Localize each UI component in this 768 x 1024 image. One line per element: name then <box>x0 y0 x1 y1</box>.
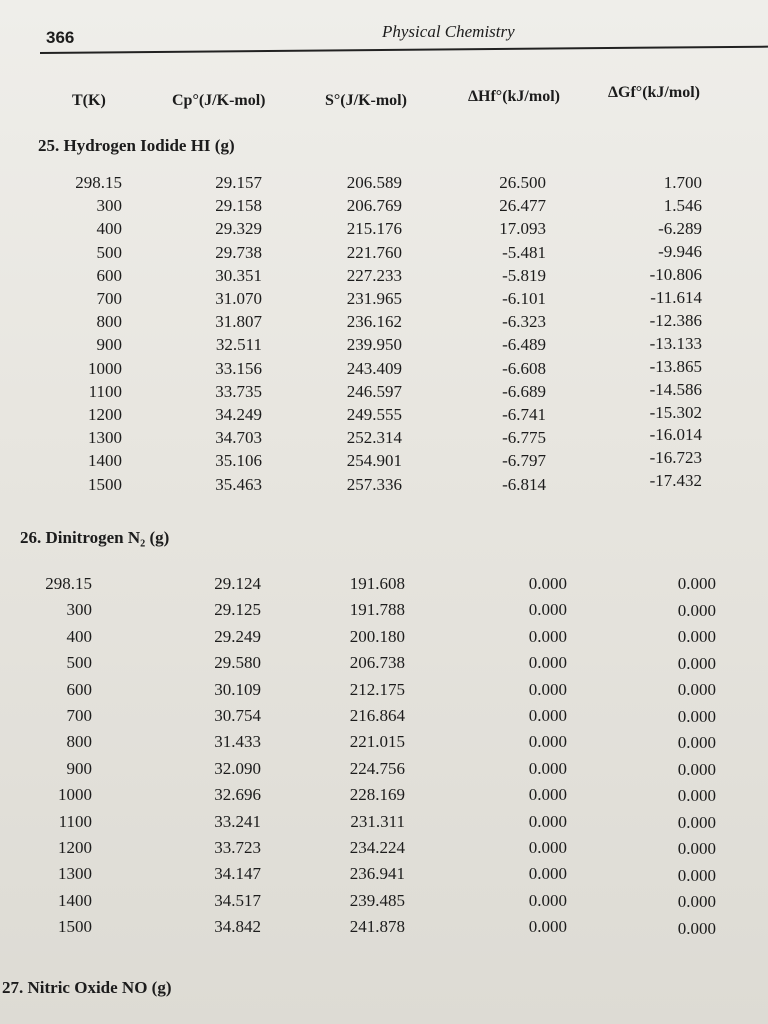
temperature-cell: 1500 <box>58 917 92 937</box>
temperature-cell: 400 <box>96 219 122 239</box>
heat-capacity-cell: 29.580 <box>214 653 261 673</box>
gibbs-cell: -16.723 <box>649 448 702 468</box>
heat-capacity-cell: 29.124 <box>214 574 261 593</box>
running-head: Physical Chemistry <box>382 22 515 41</box>
header-rule <box>40 46 768 54</box>
gibbs-cell: -13.865 <box>649 356 702 376</box>
heat-capacity-cell: 30.754 <box>214 706 261 725</box>
enthalpy-cell: -6.797 <box>502 451 546 471</box>
enthalpy-cell: -6.101 <box>502 289 546 308</box>
temperature-cell: 500 <box>66 653 92 673</box>
enthalpy-cell: -6.608 <box>502 358 546 378</box>
entropy-cell: 241.878 <box>349 917 405 937</box>
temperature-cell: 500 <box>96 242 122 262</box>
temperature-cell: 1300 <box>58 864 92 884</box>
temperature-cell: 298.15 <box>45 574 92 593</box>
gibbs-cell: 0.000 <box>677 733 716 752</box>
entropy-cell: 252.314 <box>346 428 402 448</box>
enthalpy-cell: -6.814 <box>502 474 546 494</box>
heat-capacity-cell: 30.109 <box>214 679 261 699</box>
enthalpy-cell: -6.689 <box>502 381 546 401</box>
gibbs-cell: 0.000 <box>677 653 716 673</box>
entropy-cell: 254.901 <box>346 451 402 471</box>
enthalpy-cell: 26.477 <box>499 196 546 216</box>
section-title-dinitrogen: 26. Dinitrogen N₂ (g) <box>20 528 170 547</box>
temperature-cell: 900 <box>96 335 122 355</box>
temperature-cell: 600 <box>66 679 92 699</box>
temperature-cell: 1400 <box>58 890 92 910</box>
entropy-cell: 216.864 <box>349 706 405 725</box>
heat-capacity-cell: 35.463 <box>215 474 262 494</box>
heat-capacity-cell: 29.738 <box>215 242 262 262</box>
heat-capacity-cell: 33.241 <box>214 811 261 831</box>
heat-capacity-cell: 32.090 <box>214 758 261 778</box>
temperature-cell: 700 <box>96 289 122 308</box>
entropy-cell: 239.950 <box>346 335 402 355</box>
entropy-cell: 221.015 <box>349 732 405 752</box>
temperature-cell: 800 <box>96 312 122 332</box>
temperature-cell: 1000 <box>58 785 92 805</box>
gibbs-cell: 0.000 <box>677 627 716 646</box>
heat-capacity-cell: 32.511 <box>215 335 262 355</box>
column-header-heat-capacity: Cp°(J/K-mol) <box>172 92 266 109</box>
gibbs-cell: -10.806 <box>649 264 702 284</box>
entropy-cell: 231.965 <box>346 289 402 308</box>
enthalpy-cell: 0.000 <box>528 917 567 937</box>
enthalpy-cell: 0.000 <box>528 732 567 752</box>
temperature-cell: 1300 <box>88 428 122 448</box>
enthalpy-cell: 0.000 <box>528 653 567 673</box>
heat-capacity-cell: 31.433 <box>214 732 261 752</box>
entropy-cell: 243.409 <box>346 358 402 378</box>
temperature-cell: 300 <box>66 600 92 620</box>
gibbs-cell: -12.386 <box>649 310 702 330</box>
heat-capacity-cell: 31.807 <box>215 312 262 332</box>
gibbs-cell: 0.000 <box>677 786 716 805</box>
page-number: 366 <box>46 28 75 47</box>
enthalpy-cell: -5.819 <box>502 265 546 285</box>
enthalpy-cell: 0.000 <box>528 785 567 805</box>
entropy-cell: 212.175 <box>349 679 405 699</box>
enthalpy-cell: -6.775 <box>502 428 546 448</box>
entropy-cell: 234.224 <box>349 838 405 857</box>
entropy-cell: 249.555 <box>346 405 402 424</box>
enthalpy-cell: 0.000 <box>528 574 567 593</box>
heat-capacity-cell: 29.125 <box>214 600 261 620</box>
entropy-cell: 221.760 <box>346 242 402 262</box>
enthalpy-cell: 0.000 <box>528 864 567 884</box>
heat-capacity-cell: 33.723 <box>214 838 261 857</box>
gibbs-cell: 0.000 <box>677 680 716 699</box>
enthalpy-cell: 0.000 <box>528 679 567 699</box>
heat-capacity-cell: 35.106 <box>215 451 262 471</box>
temperature-cell: 1400 <box>88 451 122 471</box>
heat-capacity-cell: 34.147 <box>214 864 261 884</box>
enthalpy-cell: -5.481 <box>502 242 546 262</box>
entropy-cell: 236.162 <box>346 312 402 332</box>
heat-capacity-cell: 32.696 <box>214 785 261 805</box>
heat-capacity-cell: 30.351 <box>215 265 262 285</box>
gibbs-cell: 0.000 <box>677 706 716 726</box>
temperature-cell: 1200 <box>88 405 122 424</box>
gibbs-cell: 0.000 <box>677 839 716 858</box>
entropy-cell: 200.180 <box>349 626 405 646</box>
heat-capacity-cell: 29.158 <box>215 196 262 216</box>
temperature-cell: 600 <box>96 265 122 285</box>
gibbs-cell: -9.946 <box>658 241 702 261</box>
heat-capacity-cell: 31.070 <box>215 289 262 308</box>
gibbs-cell: -13.133 <box>649 333 702 353</box>
entropy-cell: 239.485 <box>349 890 405 910</box>
section-title-hydrogen-iodide: 25. Hydrogen Iodide HI (g) <box>38 136 235 155</box>
enthalpy-cell: 0.000 <box>528 838 567 857</box>
temperature-cell: 1100 <box>88 381 122 401</box>
entropy-cell: 257.336 <box>346 474 402 494</box>
enthalpy-cell: 17.093 <box>499 219 546 239</box>
section-title-nitric-oxide: 27. Nitric Oxide NO (g) <box>2 978 172 997</box>
entropy-cell: 246.597 <box>346 381 402 401</box>
enthalpy-cell: 0.000 <box>528 706 567 725</box>
entropy-cell: 227.233 <box>346 265 402 285</box>
gibbs-cell: 0.000 <box>677 574 716 593</box>
gibbs-cell: -11.614 <box>650 287 702 307</box>
entropy-cell: 191.608 <box>349 574 405 593</box>
temperature-cell: 1100 <box>58 811 92 831</box>
gibbs-cell: -14.586 <box>649 379 702 399</box>
heat-capacity-cell: 29.329 <box>215 219 262 239</box>
enthalpy-cell: -6.741 <box>502 405 546 424</box>
gibbs-cell: 0.000 <box>677 892 716 911</box>
gibbs-cell: 0.000 <box>677 600 716 620</box>
gibbs-cell: 0.000 <box>677 812 716 832</box>
entropy-cell: 224.756 <box>349 758 405 778</box>
column-header-gibbs-formation: ΔGf°(kJ/mol) <box>608 84 700 101</box>
entropy-cell: 206.738 <box>349 653 405 673</box>
enthalpy-cell: 0.000 <box>528 890 567 910</box>
temperature-cell: 900 <box>66 758 92 778</box>
heat-capacity-cell: 34.517 <box>214 890 261 910</box>
enthalpy-cell: 26.500 <box>499 173 546 192</box>
enthalpy-cell: 0.000 <box>528 626 567 646</box>
temperature-cell: 800 <box>66 732 92 752</box>
heat-capacity-cell: 33.156 <box>215 358 262 378</box>
enthalpy-cell: -6.323 <box>502 312 546 332</box>
gibbs-cell: 0.000 <box>677 918 716 938</box>
heat-capacity-cell: 34.703 <box>215 428 262 448</box>
temperature-cell: 300 <box>96 196 122 216</box>
gibbs-cell: 1.546 <box>663 195 702 215</box>
column-header-entropy: S°(J/K-mol) <box>325 92 407 109</box>
gibbs-cell: -17.432 <box>649 471 702 491</box>
temperature-cell: 298.15 <box>75 173 122 192</box>
entropy-cell: 236.941 <box>349 864 405 884</box>
column-header-temperature: T(K) <box>72 92 106 109</box>
enthalpy-cell: -6.489 <box>502 335 546 355</box>
temperature-cell: 400 <box>66 626 92 646</box>
gibbs-cell: -15.302 <box>649 402 702 422</box>
heat-capacity-cell: 34.842 <box>214 917 261 937</box>
entropy-cell: 215.176 <box>346 219 402 239</box>
enthalpy-cell: 0.000 <box>528 811 567 831</box>
entropy-cell: 228.169 <box>349 785 405 805</box>
temperature-cell: 1000 <box>88 358 122 378</box>
enthalpy-cell: 0.000 <box>528 758 567 778</box>
enthalpy-cell: 0.000 <box>528 600 567 620</box>
entropy-cell: 206.769 <box>346 196 402 216</box>
temperature-cell: 700 <box>66 706 92 725</box>
entropy-cell: 206.589 <box>346 173 402 192</box>
heat-capacity-cell: 34.249 <box>215 405 262 424</box>
column-header-enthalpy-formation: ΔHf°(kJ/mol) <box>468 88 560 105</box>
gibbs-cell: 1.700 <box>663 173 702 192</box>
gibbs-cell: -6.289 <box>658 218 702 238</box>
gibbs-cell: 0.000 <box>677 759 716 779</box>
heat-capacity-cell: 29.157 <box>215 173 262 192</box>
temperature-cell: 1500 <box>88 474 122 494</box>
entropy-cell: 191.788 <box>349 600 405 620</box>
entropy-cell: 231.311 <box>350 811 405 831</box>
heat-capacity-cell: 29.249 <box>214 626 261 646</box>
gibbs-cell: -16.014 <box>649 425 702 445</box>
temperature-cell: 1200 <box>58 838 92 857</box>
gibbs-cell: 0.000 <box>677 865 716 885</box>
heat-capacity-cell: 33.735 <box>215 381 262 401</box>
